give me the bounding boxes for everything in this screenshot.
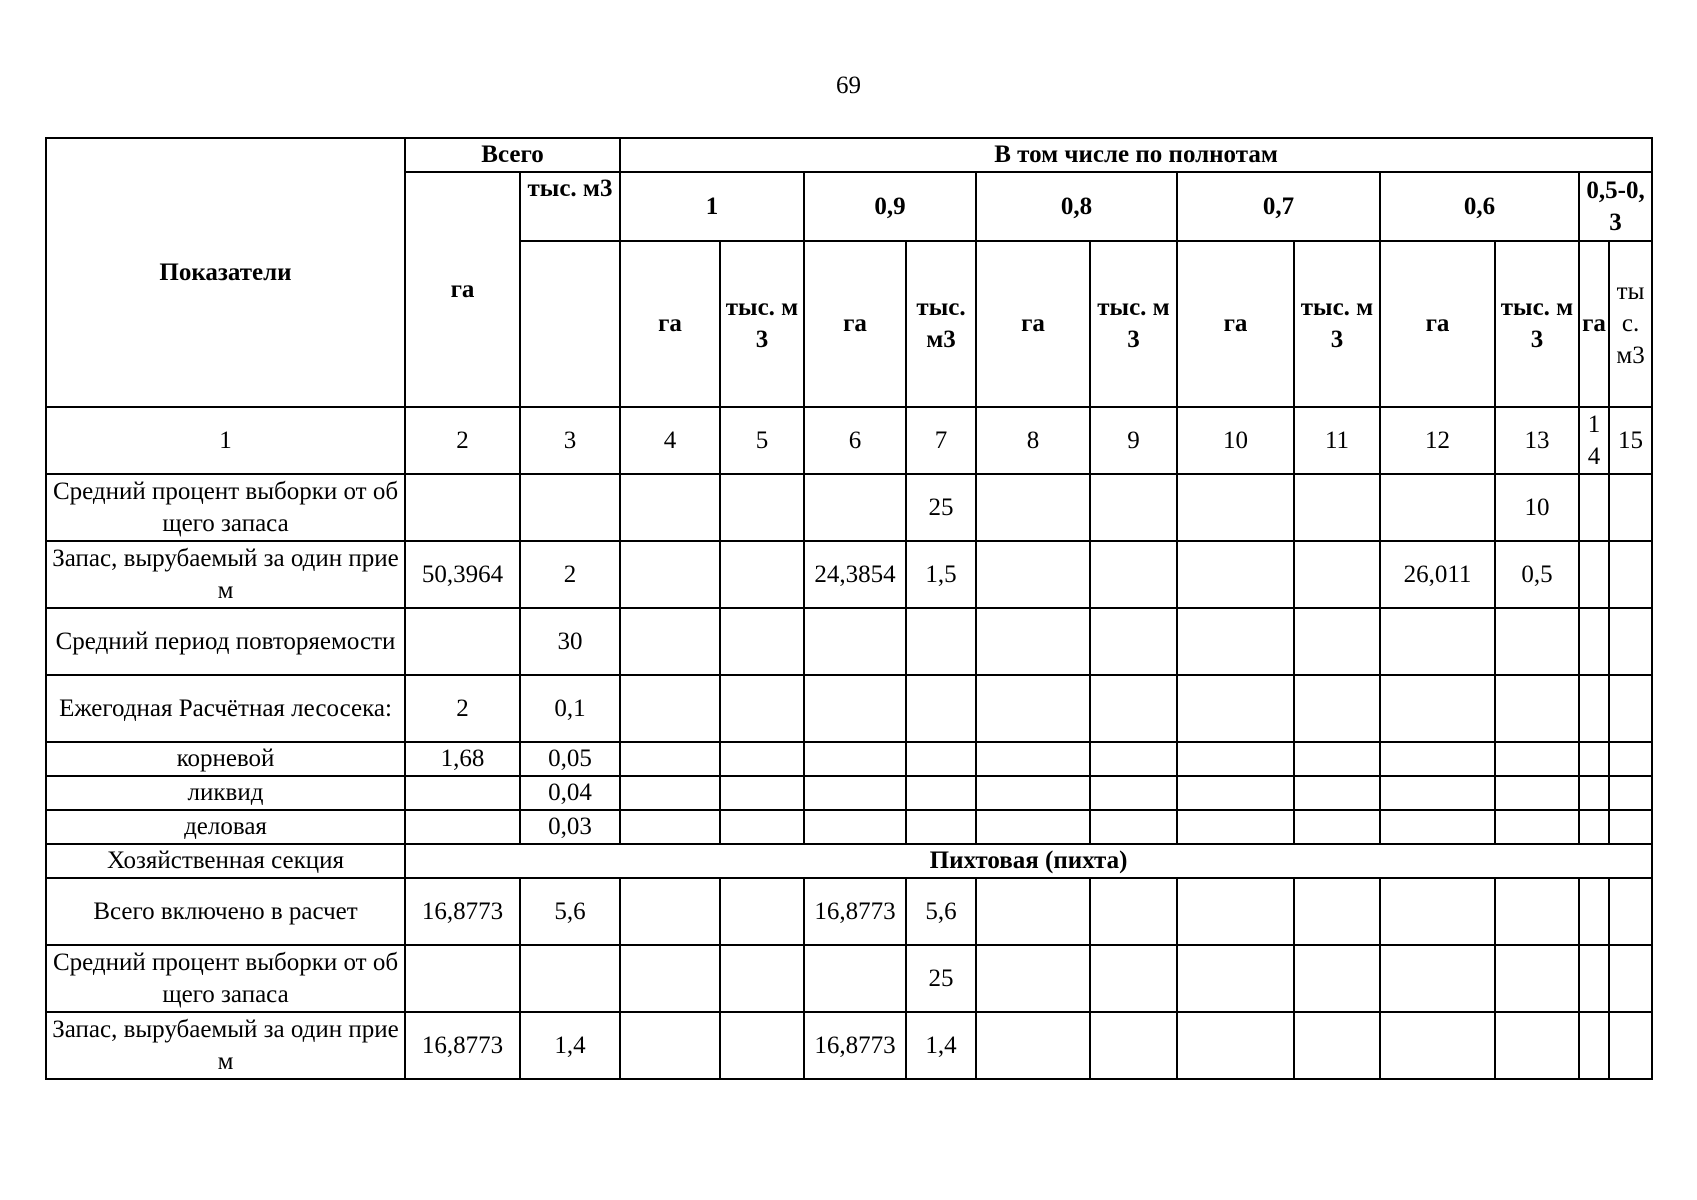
header-ha: га <box>1177 241 1294 407</box>
header-density-1: 1 <box>620 172 804 241</box>
column-number-cell: 13 <box>1495 407 1579 474</box>
data-cell <box>1294 878 1380 945</box>
data-cell <box>1177 878 1294 945</box>
row-label: Средний процент выборки от общего запаса <box>46 474 405 541</box>
data-cell <box>1380 776 1495 810</box>
data-cell <box>405 776 520 810</box>
data-cell <box>1579 541 1609 608</box>
data-cell <box>1177 1012 1294 1079</box>
data-cell: 16,8773 <box>804 1012 906 1079</box>
row-label: Ежегодная Расчётная лесосека: <box>46 675 405 742</box>
data-cell <box>1177 810 1294 844</box>
data-cell <box>976 776 1090 810</box>
data-cell <box>1609 742 1652 776</box>
column-number-cell: 9 <box>1090 407 1177 474</box>
data-cell <box>1579 1012 1609 1079</box>
header-total: Всего <box>405 138 620 172</box>
data-cell: 16,8773 <box>405 1012 520 1079</box>
data-cell <box>1177 541 1294 608</box>
data-cell <box>405 810 520 844</box>
data-cell <box>1495 878 1579 945</box>
data-cell <box>620 810 720 844</box>
data-cell <box>804 608 906 675</box>
column-number-cell: 2 <box>405 407 520 474</box>
data-cell <box>1380 608 1495 675</box>
column-number-cell: 1 <box>46 407 405 474</box>
data-cell <box>1609 945 1652 1012</box>
data-cell <box>1579 776 1609 810</box>
data-cell <box>1579 878 1609 945</box>
header-total-ha: га <box>405 172 520 407</box>
column-number-cell: 11 <box>1294 407 1380 474</box>
data-cell <box>620 541 720 608</box>
data-cell <box>1609 878 1652 945</box>
data-cell <box>906 742 976 776</box>
data-cell <box>1294 541 1380 608</box>
header-thous-m3: тыс. м3 <box>1495 241 1579 407</box>
data-cell <box>520 474 620 541</box>
data-cell <box>620 878 720 945</box>
data-cell: 24,3854 <box>804 541 906 608</box>
data-cell <box>976 608 1090 675</box>
data-cell <box>1579 474 1609 541</box>
data-cell <box>906 675 976 742</box>
data-cell <box>1294 810 1380 844</box>
row-label: корневой <box>46 742 405 776</box>
data-cell <box>976 878 1090 945</box>
data-cell <box>720 878 804 945</box>
header-density-0-6: 0,6 <box>1380 172 1579 241</box>
row-label: Всего включено в расчет <box>46 878 405 945</box>
data-cell <box>1177 474 1294 541</box>
data-cell: 30 <box>520 608 620 675</box>
header-by-density: В том числе по полнотам <box>620 138 1652 172</box>
data-cell <box>620 1012 720 1079</box>
data-cell: 5,6 <box>906 878 976 945</box>
row-label: ликвид <box>46 776 405 810</box>
data-cell <box>1495 776 1579 810</box>
data-cell <box>1090 776 1177 810</box>
data-cell <box>804 810 906 844</box>
data-cell: 0,5 <box>1495 541 1579 608</box>
data-cell: 1,68 <box>405 742 520 776</box>
row-label: Средний период повторяемости <box>46 608 405 675</box>
data-cell <box>1177 608 1294 675</box>
data-cell <box>620 945 720 1012</box>
data-cell <box>1609 675 1652 742</box>
data-cell <box>1090 878 1177 945</box>
data-cell <box>1380 1012 1495 1079</box>
data-cell <box>720 474 804 541</box>
data-cell <box>1380 474 1495 541</box>
data-cell: 1,5 <box>906 541 976 608</box>
data-cell <box>1177 945 1294 1012</box>
table-row <box>46 810 1652 844</box>
data-cell <box>804 776 906 810</box>
data-cell: 25 <box>906 474 976 541</box>
section-row <box>46 844 1652 878</box>
data-cell <box>1579 675 1609 742</box>
data-cell <box>1177 675 1294 742</box>
data-cell <box>1294 742 1380 776</box>
data-cell <box>1294 776 1380 810</box>
data-cell <box>405 608 520 675</box>
data-cell <box>720 742 804 776</box>
row-label: Запас, вырубаемый за один прием <box>46 1012 405 1079</box>
data-cell <box>1294 945 1380 1012</box>
data-cell <box>1609 810 1652 844</box>
data-cell <box>906 608 976 675</box>
data-cell <box>720 810 804 844</box>
data-cell <box>1090 810 1177 844</box>
data-cell <box>1380 810 1495 844</box>
data-cell <box>1090 608 1177 675</box>
header-row-1 <box>46 138 1652 172</box>
table-row <box>46 608 1652 675</box>
column-number-cell: 4 <box>620 407 720 474</box>
data-cell: 0,05 <box>520 742 620 776</box>
data-cell <box>804 474 906 541</box>
header-indicators: Показатели <box>46 138 405 407</box>
data-cell <box>976 675 1090 742</box>
data-cell <box>1090 541 1177 608</box>
header-ha: га <box>804 241 906 407</box>
data-cell <box>720 945 804 1012</box>
data-cell <box>1294 474 1380 541</box>
header-ha: га <box>1579 241 1609 407</box>
header-ha: га <box>1380 241 1495 407</box>
data-cell <box>1495 608 1579 675</box>
data-cell <box>1609 1012 1652 1079</box>
data-cell <box>976 541 1090 608</box>
data-cell: 5,6 <box>520 878 620 945</box>
data-cell <box>976 742 1090 776</box>
data-cell: 50,3964 <box>405 541 520 608</box>
data-cell <box>1294 675 1380 742</box>
page-number: 69 <box>836 72 861 99</box>
column-number-cell: 14 <box>1579 407 1609 474</box>
data-cell <box>1090 474 1177 541</box>
header-density-0-8: 0,8 <box>976 172 1177 241</box>
data-cell <box>804 945 906 1012</box>
data-cell <box>976 474 1090 541</box>
data-cell <box>1380 742 1495 776</box>
data-cell <box>1609 541 1652 608</box>
header-density-0-7: 0,7 <box>1177 172 1380 241</box>
data-cell: 10 <box>1495 474 1579 541</box>
row-label: Запас, вырубаемый за один прием <box>46 541 405 608</box>
header-ha: га <box>976 241 1090 407</box>
header-thous-m3: тыс. м3 <box>1294 241 1380 407</box>
header-empty-cell <box>520 241 620 407</box>
header-thous-m3: тыс. м3 <box>720 241 804 407</box>
data-cell: 2 <box>520 541 620 608</box>
data-cell <box>1090 945 1177 1012</box>
column-number-cell: 10 <box>1177 407 1294 474</box>
column-number-cell: 8 <box>976 407 1090 474</box>
data-cell <box>1579 742 1609 776</box>
data-cell <box>1579 810 1609 844</box>
data-cell <box>1380 878 1495 945</box>
column-number-cell: 7 <box>906 407 976 474</box>
data-cell <box>1579 945 1609 1012</box>
data-cell <box>620 474 720 541</box>
data-cell <box>720 675 804 742</box>
data-cell: 1,4 <box>906 1012 976 1079</box>
data-cell <box>1609 776 1652 810</box>
data-cell <box>720 541 804 608</box>
forest-data-table <box>45 137 1653 1080</box>
table-row <box>46 878 1652 945</box>
data-cell <box>720 1012 804 1079</box>
table-row <box>46 474 1652 541</box>
header-total-thous-m3: тыс. м3 <box>520 172 620 241</box>
header-ha: га <box>620 241 720 407</box>
data-cell <box>1495 810 1579 844</box>
data-cell: 0,1 <box>520 675 620 742</box>
data-cell: 26,011 <box>1380 541 1495 608</box>
table-row <box>46 541 1652 608</box>
data-cell <box>1495 675 1579 742</box>
data-cell <box>620 742 720 776</box>
data-cell: 0,04 <box>520 776 620 810</box>
data-cell <box>620 675 720 742</box>
data-cell <box>1294 608 1380 675</box>
data-cell <box>804 675 906 742</box>
header-thous-m3: тыс. м3 <box>1090 241 1177 407</box>
section-label: Хозяйственная секция <box>46 844 405 878</box>
column-number-cell: 6 <box>804 407 906 474</box>
data-cell <box>1609 608 1652 675</box>
data-cell <box>620 608 720 675</box>
data-cell <box>620 776 720 810</box>
data-cell <box>906 810 976 844</box>
data-cell <box>976 810 1090 844</box>
table-row <box>46 776 1652 810</box>
data-cell <box>405 945 520 1012</box>
column-number-cell: 3 <box>520 407 620 474</box>
data-cell <box>1294 1012 1380 1079</box>
table-row <box>46 742 1652 776</box>
table-row <box>46 675 1652 742</box>
row-label: деловая <box>46 810 405 844</box>
data-cell <box>720 776 804 810</box>
data-cell <box>1090 742 1177 776</box>
data-cell <box>906 776 976 810</box>
data-cell <box>520 945 620 1012</box>
data-cell: 2 <box>405 675 520 742</box>
column-number-cell: 15 <box>1609 407 1652 474</box>
column-numbers-row <box>46 407 1652 474</box>
data-cell <box>720 608 804 675</box>
data-cell <box>1090 1012 1177 1079</box>
data-cell: 0,03 <box>520 810 620 844</box>
data-cell: 16,8773 <box>804 878 906 945</box>
data-cell <box>1177 742 1294 776</box>
row-label: Средний процент выборки от общего запаса <box>46 945 405 1012</box>
column-number-cell: 5 <box>720 407 804 474</box>
header-thous-m3: тыс. м3 <box>1609 241 1652 407</box>
data-cell <box>1579 608 1609 675</box>
table-row <box>46 1012 1652 1079</box>
data-cell <box>1495 742 1579 776</box>
data-cell <box>1609 474 1652 541</box>
data-cell <box>804 742 906 776</box>
data-cell <box>1380 675 1495 742</box>
header-thous-m3: тыс. м3 <box>906 241 976 407</box>
header-density-0-5-0-3: 0,5-0,3 <box>1579 172 1652 241</box>
data-cell <box>1090 675 1177 742</box>
data-cell: 25 <box>906 945 976 1012</box>
data-cell <box>1495 1012 1579 1079</box>
section-value: Пихтовая (пихта) <box>405 844 1652 878</box>
data-cell <box>1495 945 1579 1012</box>
data-cell <box>1177 776 1294 810</box>
header-density-0-9: 0,9 <box>804 172 976 241</box>
data-cell <box>976 1012 1090 1079</box>
data-cell: 1,4 <box>520 1012 620 1079</box>
column-number-cell: 12 <box>1380 407 1495 474</box>
table-row <box>46 945 1652 1012</box>
data-cell <box>976 945 1090 1012</box>
data-cell <box>405 474 520 541</box>
data-cell <box>1380 945 1495 1012</box>
data-cell: 16,8773 <box>405 878 520 945</box>
